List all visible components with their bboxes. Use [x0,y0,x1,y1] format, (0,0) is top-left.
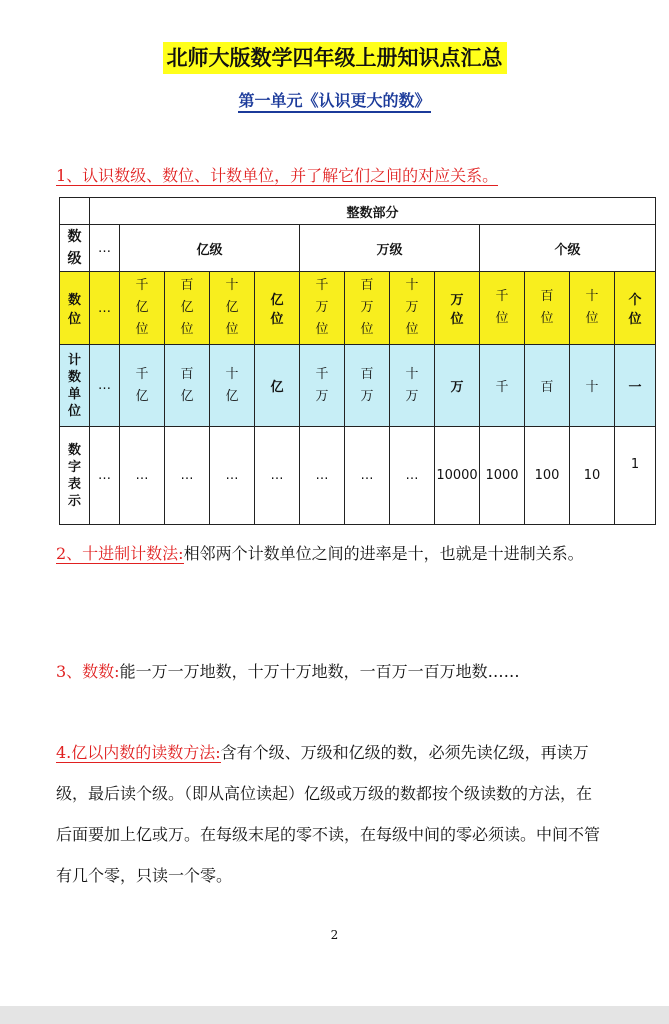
group-ge: 个级 [480,225,656,272]
table-cell: … [210,427,255,525]
group-wan: 万级 [300,225,480,272]
section-3-text: 能一万一万地数，十万十万地数，一百万一百万地数…… [119,662,520,681]
table-header-row [60,198,656,225]
table-cell: 100 [525,427,570,525]
section-1 [56,163,498,186]
table-cell: 百 亿 [165,345,210,427]
table-cell: 一 [615,345,656,427]
table-cell: 10000 [435,427,480,525]
table-cell: 十 万 位 [390,272,435,345]
table-cell: … [390,427,435,525]
table-cell: … [90,272,120,345]
table-cell: 千 [480,345,525,427]
table-cell: 千 亿 [120,345,165,427]
section-4 [56,732,601,896]
section-4-text: 含有个级、万级和亿级的数，必须先读亿级，再读万级，最后读个级。（即从高位读起）亿级或万级的数都按个级读数的方法，在后面要加上亿或万。在每级末尾的零不读，在每级中间的零必须读。中间不管有几个零，只读一个零。 [56,743,601,885]
table-cell: 百 位 [525,272,570,345]
table-cell: 1 [615,427,656,525]
number-place-table [59,197,656,525]
row-label: 数 级 [60,225,90,272]
table-cell: 1000 [480,427,525,525]
table-cell: 亿 位 [255,272,300,345]
section-2-heading: 2、十进制计数法: [56,544,184,563]
table-cell: … [255,427,300,525]
table-cell: 百 万 [345,345,390,427]
table-cell: … [345,427,390,525]
table-cell: 万 [435,345,480,427]
section-4-heading: 4.亿以内数的读数方法: [56,743,221,762]
section-2-text: 相邻两个计数单位之间的进率是十，也就是十进制关系。 [183,544,584,563]
table-cell: 十 [570,345,615,427]
table-cell: 十 亿 [210,345,255,427]
row-label: 数 字 表 示 [60,427,90,525]
table-cell: 十 万 [390,345,435,427]
table-row-shuji [60,225,656,272]
table-cell: 十 位 [570,272,615,345]
table-row-shuwei [60,272,656,345]
table-cell: 千 万 [300,345,345,427]
table-cell: 10 [570,427,615,525]
table-cell: 十 亿 位 [210,272,255,345]
table-cell: … [120,427,165,525]
row-label: 计 数 单 位 [60,345,90,427]
table-cell: 百 [525,345,570,427]
section-1-heading: 1、认识数级、数位、计数单位，并了解它们之间的对应关系。 [56,166,499,185]
table-cell: … [165,427,210,525]
row-label: 数 位 [60,272,90,345]
table-cell: 千 位 [480,272,525,345]
page-title: 北师大版数学四年级上册知识点汇总 [163,42,507,74]
table-cell: 百 万 位 [345,272,390,345]
bottom-edge [0,1006,669,1024]
integer-part-header: 整数部分 [90,198,656,225]
section-2 [56,533,601,574]
table-row-shuzi [60,427,656,525]
unit-subtitle: 第一单元《认识更大的数》 [238,91,430,113]
table-row-danwei [60,345,656,427]
section-3-heading: 3、数数: [56,662,120,681]
table-cell: 千 万 位 [300,272,345,345]
table-cell: … [300,427,345,525]
table-cell: 百 亿 位 [165,272,210,345]
page-number: 2 [330,928,339,942]
section-3 [56,651,601,692]
group-yi: 亿级 [120,225,300,272]
table-cell: 亿 [255,345,300,427]
ellipsis-cell: … [90,225,120,272]
table-cell: 个 位 [615,272,656,345]
table-cell: 万 位 [435,272,480,345]
table-cell: 千 亿 位 [120,272,165,345]
table-cell: … [90,345,120,427]
table-cell: … [90,427,120,525]
